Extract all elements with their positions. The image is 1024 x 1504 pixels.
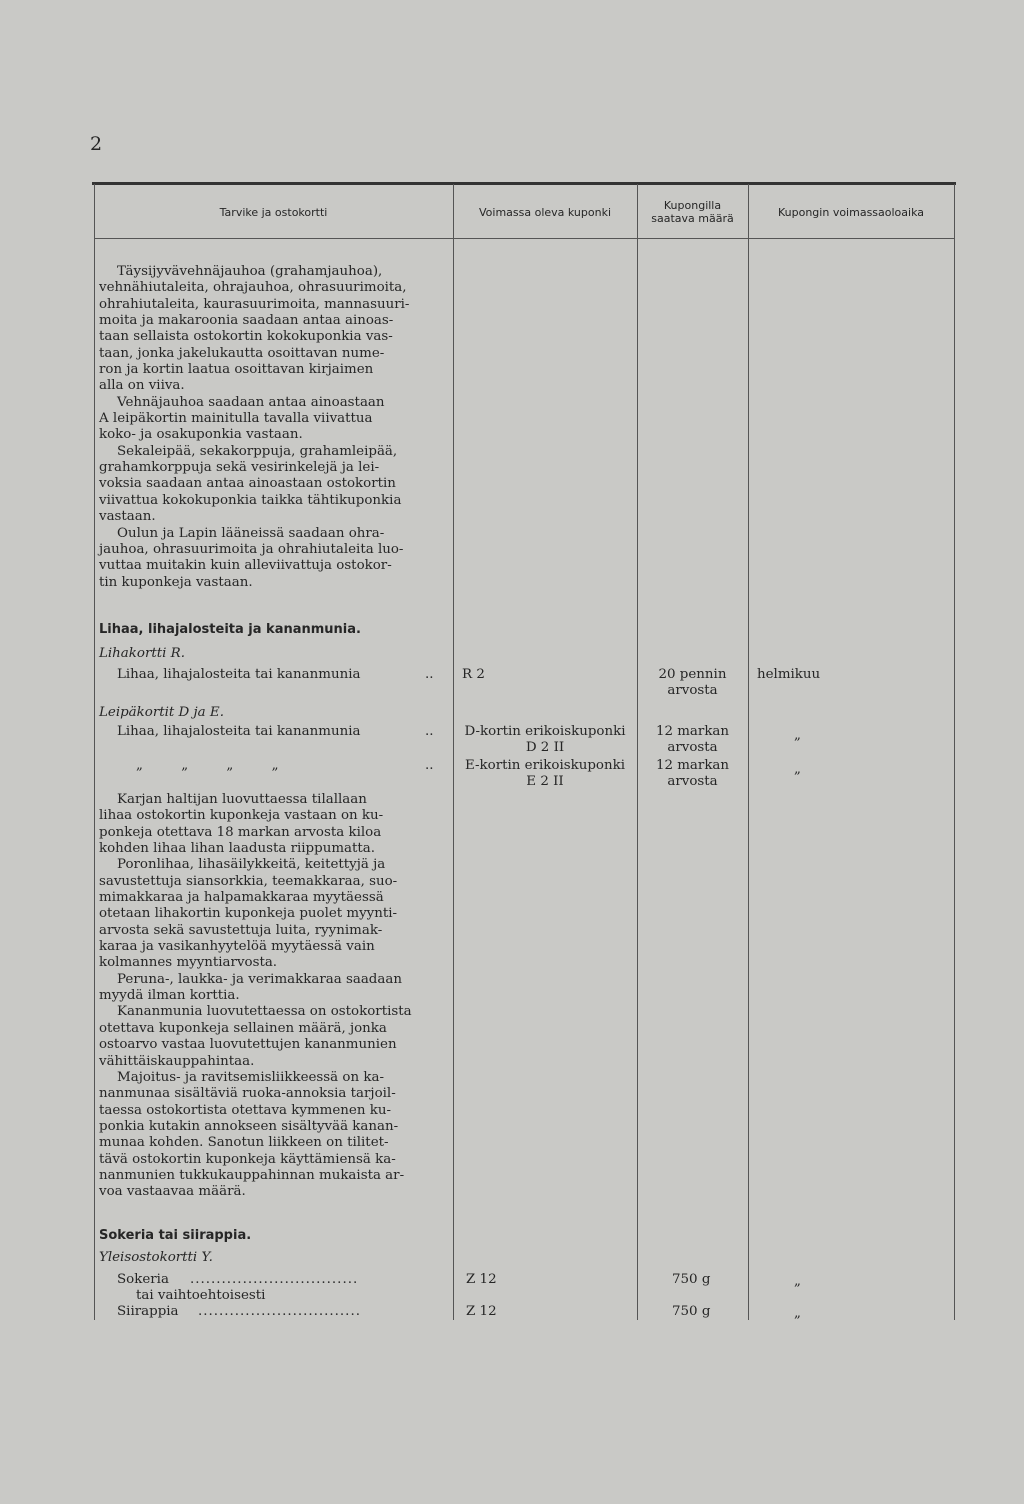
- meat-row3-amount: [637, 758, 748, 791]
- page-number: 2: [90, 133, 103, 155]
- notes-line: Kananmunia luovutettaessa on ostokortista: [117, 1004, 412, 1020]
- intro-line: ohrahiutaleita, kaurasuurimoita, mannasuuri-: [99, 296, 410, 312]
- header-kuponki: Voimassa oleva kuponki: [478, 206, 612, 219]
- intro-line: vehnähiutaleita, ohrajauhoa, ohrasuurimoita,: [99, 280, 407, 296]
- sugar-row2-amount: 750 g: [672, 1304, 711, 1319]
- notes-line: ponkia kutakin annokseen sisältyvää kanan-: [99, 1118, 399, 1134]
- notes-line: ponkeja otettava 18 markan arvosta kiloa: [99, 824, 382, 840]
- meat-notes: [99, 792, 445, 1201]
- notes-line: Majoitus- ja ravitsemisliikkeessä on ka-: [117, 1069, 384, 1085]
- notes-line: taessa ostokortista otettava kymmenen ku-: [99, 1102, 391, 1118]
- intro-line: grahamkorppuja sekä vesirinkelejä ja lei-: [99, 460, 380, 476]
- intro-line: taan, jonka jakelukautta osoittavan nume-: [99, 345, 385, 361]
- sugar-alt-line: tai vaihtoehtoisesti: [136, 1288, 266, 1303]
- header-maara: [637, 199, 748, 225]
- meat-row1-amount: [637, 667, 748, 700]
- sugar-row1-validity: „: [794, 1274, 801, 1289]
- intro-line: voksia saadaan antaa ainoastaan ostokortin: [99, 476, 396, 492]
- header-tarvike: Tarvike ja ostokortti: [219, 206, 328, 219]
- notes-line: Peruna-, laukka- ja verimakkaraa saadaan: [117, 971, 402, 987]
- notes-line: voa vastaavaa määrä.: [99, 1184, 246, 1200]
- notes-line: lihaa ostokortin kuponkeja vastaan on ku-: [99, 808, 384, 824]
- sugar-row1-amount: 750 g: [672, 1272, 711, 1287]
- meat-section-title: Lihaa, lihajalosteita ja kananmunia.: [99, 622, 361, 637]
- intro-line: taan sellaista ostokortin kokokuponkia vas-: [99, 329, 393, 345]
- meat-row2-coupon: [453, 724, 637, 757]
- notes-line: myydä ilman korttia.: [99, 988, 240, 1004]
- notes-line: arvosta sekä savustettuja luita, ryynimak-: [99, 922, 383, 938]
- notes-line: munaa kohden. Sanotun liikkeen on tilitet-: [99, 1135, 389, 1151]
- meat-row2-coupon-line1: D-kortin erikoiskuponki: [464, 724, 626, 739]
- sugar-row2-item: Siirappia: [117, 1304, 179, 1319]
- notes-line: ostoarvo vastaa luovutettujen kananmunien: [99, 1037, 397, 1053]
- meat-row1-amount-line2: arvosta: [667, 683, 718, 699]
- intro-line: alla on viiva.: [99, 378, 185, 394]
- header-maara-line2: saatava määrä: [651, 212, 734, 225]
- header-maara-line1: Kupongilla: [663, 199, 722, 212]
- notes-line: Poronlihaa, lihasäilykkeitä, keitettyjä ja: [117, 857, 386, 873]
- intro-paragraph: [99, 264, 445, 591]
- intro-line: jauhoa, ohrasuurimoita ja ohrahiutaleita luo-: [99, 541, 404, 557]
- intro-line: Vehnäjauhoa saadaan antaa ainoastaan: [117, 394, 385, 410]
- notes-line: nanmunien tukkukauppahinnan mukaista ar-: [99, 1167, 405, 1183]
- notes-line: otetaan lihakortin kuponkeja puolet myynti-: [99, 906, 398, 922]
- sugar-row2-validity: „: [794, 1306, 801, 1321]
- meat-row1-leader: ..: [425, 667, 434, 682]
- intro-line: A leipäkortin mainitulla tavalla viivattua: [99, 411, 373, 427]
- leipakortit-label: Leipäkortit D ja E.: [99, 705, 224, 720]
- meat-row3-validity: „: [794, 762, 801, 777]
- sugar-section-title: Sokeria tai siirappia.: [99, 1228, 252, 1243]
- notes-line: kolmannes myyntiarvosta.: [99, 955, 278, 971]
- notes-line: tävä ostokortin kuponkeja käyttämiensä ka-: [99, 1151, 396, 1167]
- meat-row3-leader: ..: [425, 758, 434, 773]
- intro-line: viivattua kokokuponkia taikka tähtikuponkia: [99, 492, 402, 508]
- meat-row3-coupon-line2: E 2 II: [526, 774, 564, 790]
- notes-line: mimakkaraa ja halpamakkaraa myytäessä: [99, 890, 384, 906]
- yleisostokortti-label: Yleisostokortti Y.: [99, 1250, 213, 1265]
- meat-row2-leader: ..: [425, 724, 434, 739]
- meat-row2-amount: [637, 724, 748, 757]
- meat-row1-amount-line1: 20 pennin: [658, 667, 727, 682]
- column-divider-left: [94, 184, 95, 1320]
- meat-row2-coupon-line2: D 2 II: [525, 740, 565, 756]
- sugar-row1-item: Sokeria: [117, 1272, 169, 1287]
- column-divider-right: [954, 184, 955, 1320]
- intro-line: Sekaleipää, sekakorppuja, grahamleipää,: [117, 443, 398, 459]
- intro-line: Täysijyvävehnäjauhoa (grahamjauhoa),: [117, 264, 383, 279]
- meat-row1-coupon: R 2: [462, 667, 485, 682]
- header-voimassaoloaika: Kupongin voimassaoloaika: [777, 206, 924, 219]
- meat-row2-item: Lihaa, lihajalosteita tai kananmunia: [117, 724, 361, 739]
- meat-row1-item: Lihaa, lihajalosteita tai kananmunia: [117, 667, 361, 682]
- meat-row2-validity: „: [794, 728, 801, 743]
- column-divider-3: [748, 184, 749, 1320]
- notes-line: vähittäiskauppahintaa.: [99, 1053, 255, 1069]
- meat-row3-amount-line1: 12 markan: [655, 758, 730, 773]
- meat-row2-amount-line2: arvosta: [667, 740, 718, 756]
- sugar-row2-leader: ...............................: [198, 1304, 361, 1319]
- meat-row1-validity: helmikuu: [757, 667, 821, 682]
- notes-line: nanmunaa sisältäviä ruoka-annoksia tarjoil-: [99, 1086, 396, 1102]
- meat-row3-item: „ „ „ „: [136, 758, 279, 773]
- sugar-row1-coupon: Z 12: [466, 1272, 497, 1287]
- intro-line: vastaan.: [99, 509, 156, 525]
- intro-line: tin kuponkeja vastaan.: [99, 574, 253, 590]
- sugar-row2-coupon: Z 12: [466, 1304, 497, 1319]
- intro-line: moita ja makaroonia saadaan antaa ainoas-: [99, 313, 394, 329]
- header-rule: [94, 238, 954, 239]
- notes-line: otettava kuponkeja sellainen määrä, jonka: [99, 1020, 387, 1036]
- intro-line: Oulun ja Lapin lääneissä saadaan ohra-: [117, 525, 385, 541]
- notes-line: karaa ja vasikanhyytelöä myytäessä vain: [99, 939, 375, 955]
- sugar-row1-leader: ................................: [190, 1272, 359, 1287]
- notes-line: kohden lihaa lihan laadusta riippumatta.: [99, 841, 375, 857]
- meat-row3-coupon-line1: E-kortin erikoiskuponki: [464, 758, 625, 773]
- intro-line: koko- ja osakuponkia vastaan.: [99, 427, 303, 443]
- meat-row2-amount-line1: 12 markan: [655, 724, 730, 739]
- notes-line: savustettuja siansorkkia, teemakkaraa, suo-: [99, 873, 398, 889]
- lihakortti-label: Lihakortti R.: [99, 646, 185, 661]
- meat-row3-coupon: [453, 758, 637, 791]
- notes-line: Karjan haltijan luovuttaessa tilallaan: [117, 792, 367, 807]
- intro-line: vuttaa muitakin kuin alleviivattuja ostokor-: [99, 558, 392, 574]
- table-top-rule: [92, 182, 956, 185]
- meat-row3-amount-line2: arvosta: [667, 774, 718, 790]
- intro-line: ron ja kortin laatua osoittavan kirjaimen: [99, 362, 374, 378]
